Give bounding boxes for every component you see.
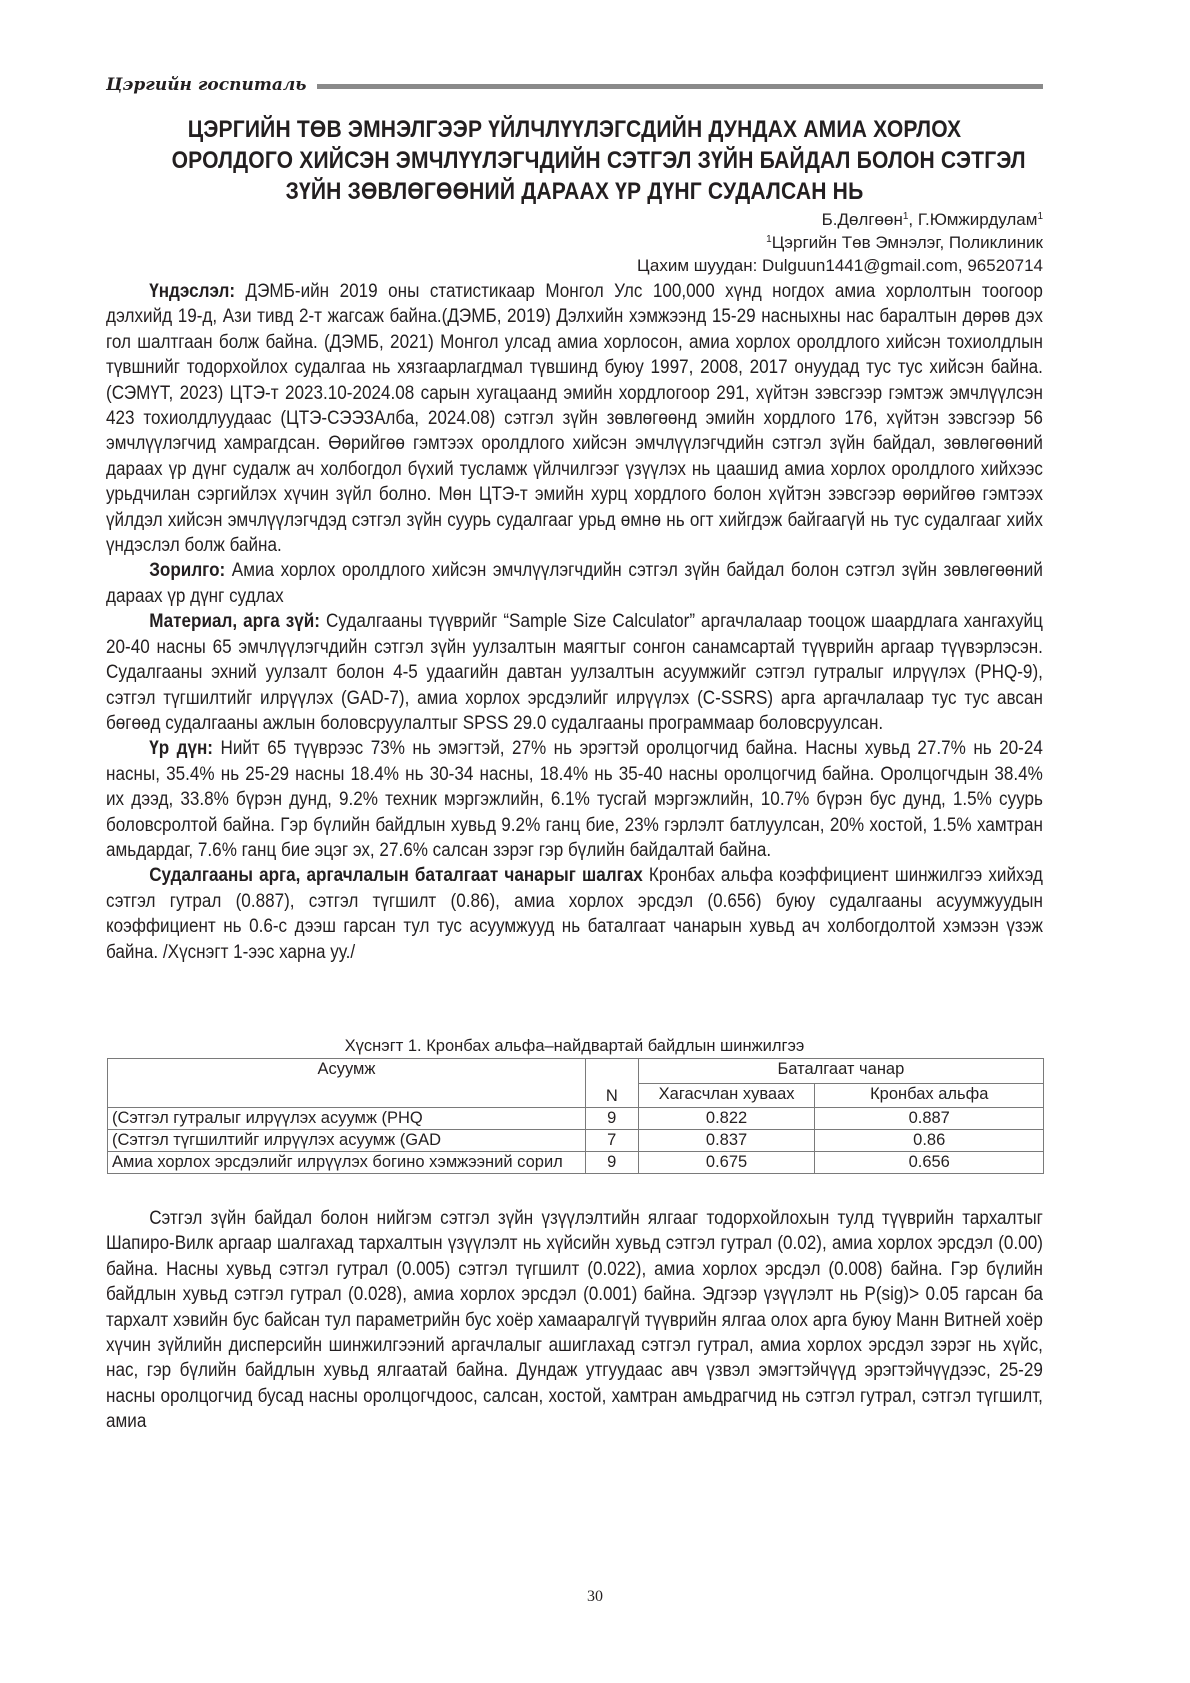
cell-split-half: 0.822 [638,1108,815,1130]
analysis-paragraph: Сэтгэл зүйн байдал болон нийгэм сэтгэл зүйн үзүүлэлтийн ялгааг тодорхойлохын тулд түүврийн тархалтыг Шапиро-Вилк аргаар шалгахад тархалтын үзүүлэлт нь хүйсийн хувьд сэтгэл гутрал (0.02), амиа хорлох эрсдэл (0.00) байна. Насны хувьд сэтгэл гутрал (0.005) сэтгэл түгшилт (0.022), амиа хорлох эрсдэл (0.008) байна. Гэр бүлийн байдлын хувьд сэтгэл гутрал (0.028), амиа хорлох эрсдэл (0.001) байна. Эдгээр үзүүлэлт нь P(sig)> 0.05 гарсан ба тархалт хэвийн бус байсан тул параметрийн бус хоёр хамааралгүй түүврийн ялгаа олох арга буюу Манн Витней хоёр хүчин зүйлийн дисперсийн шинжилгээний аргачлалыг ашиглахад сэтгэл гутрал, амиа хорлох эрсдэл зэрэг нь хүйс, нас, гэр бүлийн байдлын хувьд ялгаатай байна. Дундаж утгуудаас авч үзвэл эмэгтэйчүүд эрэгтэйчүүдээс, 25-29 насны оролцогчид бусад насны оролцогчдоос, салсан, хостой, хамтран амьдрагчид нь сэтгэл гутрал, сэтгэл түгшилт, амиа [106,1208,1043,1433]
table-caption: Хүснэгт 1. Кронбах альфа–найдвартай байдлын шинжилгээ [344,1037,805,1055]
objective-heading: Зорилго: [149,560,226,582]
reliability-text: Кронбах альфа коэффициент шинжилгээ хийхэд сэтгэл гутрал (0.887), сэтгэл түгшилт (0.86), амиа хорлох эрсдэл (0.656) буюу судалгааны асуумжуудын коэффициент нь 0.6-с дээш гарсан тул тус асуумжууд нь баталгаат чанарын хувьд ач холбогдолтой хэмээн үзэж байна. /Хүснэгт 1-ээс харна уу./ [106,865,1043,963]
header-question: Асуумж [108,1059,586,1108]
background-text: ДЭМБ-ийн 2019 оны статистикаар Монгол Улс 100,000 хүнд ногдох амиа хорлолтын тоогоор дэлхийд 19-д, Ази тивд 2-т жагсаж байна.(ДЭМБ, 2019) Дэлхийн хэмжээнд 15-29 насныхны нас баралтын дөрөв дэх гол шалтгаан болж байна. (ДЭМБ, 2021) Монгол улсад амиа хорлосон, амиа хорлох оролдлого хийсэн тохиолдлын түвшнийг тодорхойлох судалгаа нь хязгаарлагдмал түвшинд буюу 1997, 2008, 2017 онуудад тус тус хийсэн байна. (СЭМҮТ, 2023) ЦТЭ-т 2023.10-2024.08 сарын хугацаанд эмийн хордлогоор 291, хүйтэн зэвсгээр гэмтэж эмчлүүлсэн 423 тохиолдлуудаас (ЦТЭ-СЭЭЗАлба, 2024.08) сэтгэл зүйн зөвлөгөөнд эмийн хордлого 176, хүйтэн зэвсгээр 56 эмчлүүлэгчид хамрагдсан. Өөрийгөө гэмтээх оролдлого хийсэн эмчлүүлэгчдийн сэтгэл зүйн байдал, зөвлөгөөний дараах үр дүнг судалж ач холбогдол бүхий тусламж үйлчилгээг үзүүлэх нь цаашид амиа хорлох оролдлого хийхээс урьдчилан сэргийлэх хүчин зүйл болно. Мөн ЦТЭ-т эмийн хурц хордлого болон хүйтэн зэвсгээр өөрийгөө гэмтээх үйлдэл хийсэн эмчлүүлэгчдэд сэтгэл зүйн суурь судалгааг урьд өмнө нь огт хийгдэж байгаагүй нь тус судалгааг хийх үндэслэл болж байна. [106,281,1043,557]
cell-n: 7 [585,1130,638,1152]
author-1: Б.Дөлгөөн [821,210,903,229]
affiliation-mark: 1 [766,234,772,245]
results-text: Нийт 65 түүврээс 73% нь эмэгтэй, 27% нь эрэгтэй оролцогчид байна. Насны хувьд 27.7% нь 20-24 насны, 35.4% нь 25-29 насны 18.4% нь 30-34 насны, 18.4% нь 35-40 насны оролцогчид байна. Оролцогчдын 38.4% их дээд, 33.8% бүрэн дунд, 9.2% техник мэргэжлийн, 6.1% тусгай мэргэжлийн, 10.7% бүрэн бус дунд, 1.5% суурь боловсролтой байна. Гэр бүлийн байдлын хувьд 9.2% ганц бие, 23% гэрлэлт батлуулсан, 20% хостой, 1.5% хамтран амьдардаг, 7.6% ганц бие эцэг эх, 27.6% салсан зэрэг гэр бүлийн байдалтай байна. [106,738,1043,861]
header-n: N [585,1059,638,1108]
article-title [171,114,1026,207]
background-heading: Үндэслэл: [149,281,236,302]
author-names [637,208,1043,231]
analysis-body [106,1206,1043,1435]
table-row [108,1130,1044,1152]
objective-text: Амиа хорлох оролдлого хийсэн эмчлүүлэгчдийн сэтгэл зүйн байдал болон сэтгэл зүйн зөвлөгөөний дараах үр дүнг судлах [106,560,1043,607]
author-1-affiliation-mark: 1 [902,211,909,222]
header-rule [317,84,1043,89]
cell-n: 9 [585,1108,638,1130]
methods-text: Судалгааны түүврийг “Sample Size Calculator” аргачлалаар тооцож шаардлага хангахуйц 20-40 насны 65 эмчлүүлэгчдийн сэтгэл зүйн уулзалтын маягтыг сонгон санамсартай түүврийн аргаар түүвэрлэсэн. Судалгааны эхний уулзалт болон 4-5 удаагийн давтан уулзалтын асуумжийг сэтгэл гутралыг илрүүлэх (PHQ-9), сэтгэл түгшилтийг илрүүлэх (GAD-7), амиа хорлох эрсдэлийг илрүүлэх (C-SSRS) арга аргачлалаар тус тус авсан бөгөөд судалгааны ажлын боловсруулалтыг SPSS 29.0 судалгааны программаар боловсруулсан. [106,611,1043,734]
cell-question: (Сэтгэл гутралыг илрүүлэх асуумж (PHQ [108,1108,586,1130]
title-line-2: ОРОЛДОГО ХИЙСЭН ЭМЧЛҮҮЛЭГЧДИЙН СЭТГЭЛ ЗҮЙН БАЙДАЛ БОЛОН СЭТГЭЛ [171,147,1026,174]
results-paragraph [106,736,1043,863]
author-separator: , [908,210,918,229]
author-2-affiliation-mark: 1 [1037,211,1043,222]
cell-question: Амиа хорлох эрсдэлийг илрүүлэх богино хэмжээний сорил [108,1152,586,1174]
contact-info: Цахим шуудан: Dulguun1441@gmail.com, 96520714 [636,256,1043,275]
abstract-body [106,279,1043,965]
table-header-row-1 [108,1059,1044,1084]
cell-cronbach-alpha: 0.887 [815,1108,1044,1130]
cell-question: (Сэтгэл түгшилтийг илрүүлэх асуумж (GAD [108,1130,586,1152]
header-split-half: Хагасчлан хуваах [638,1083,815,1108]
affiliation [637,231,1043,254]
results-heading: Үр дүн: [149,738,214,760]
header-cronbach-alpha: Кронбах альфа [815,1083,1044,1108]
title-line-3: ЗҮЙН ЗӨВЛӨГӨӨНИЙ ДАРААХ ҮР ДҮНГ СУДАЛСАН НЬ [285,178,864,205]
affiliation-name: Цэргийн Төв Эмнэлэг, Поликлиник [771,233,1043,252]
reliability-paragraph [106,863,1043,965]
table-row [108,1152,1044,1174]
cell-cronbach-alpha: 0.86 [815,1130,1044,1152]
objective-paragraph [106,558,1043,609]
cell-split-half: 0.837 [638,1130,815,1152]
table-row [108,1108,1044,1130]
header-reliability-group: Баталгаат чанар [638,1059,1043,1084]
cell-n: 9 [585,1152,638,1174]
methods-paragraph [106,609,1043,736]
page-number: 30 [587,1588,603,1605]
author-2: Г.Юмжирдулам [917,210,1038,229]
cell-split-half: 0.675 [638,1152,815,1174]
methods-heading: Материал, арга зүй: [149,611,320,633]
reliability-heading: Судалгааны арга, аргачлалын баталгаат чанарыг шалгах [149,865,643,887]
journal-name: Цэргийн госпиталь [106,75,307,95]
cell-cronbach-alpha: 0.656 [815,1152,1044,1174]
background-paragraph [106,279,1043,558]
author-block [637,208,1043,277]
title-line-1: ЦЭРГИЙН ТӨВ ЭМНЭЛГЭЭР ҮЙЛЧЛҮҮЛЭГСДИЙН ДУНДАХ АМИА ХОРЛОХ [187,116,962,143]
reliability-table [107,1058,1044,1174]
running-header [106,72,1043,98]
